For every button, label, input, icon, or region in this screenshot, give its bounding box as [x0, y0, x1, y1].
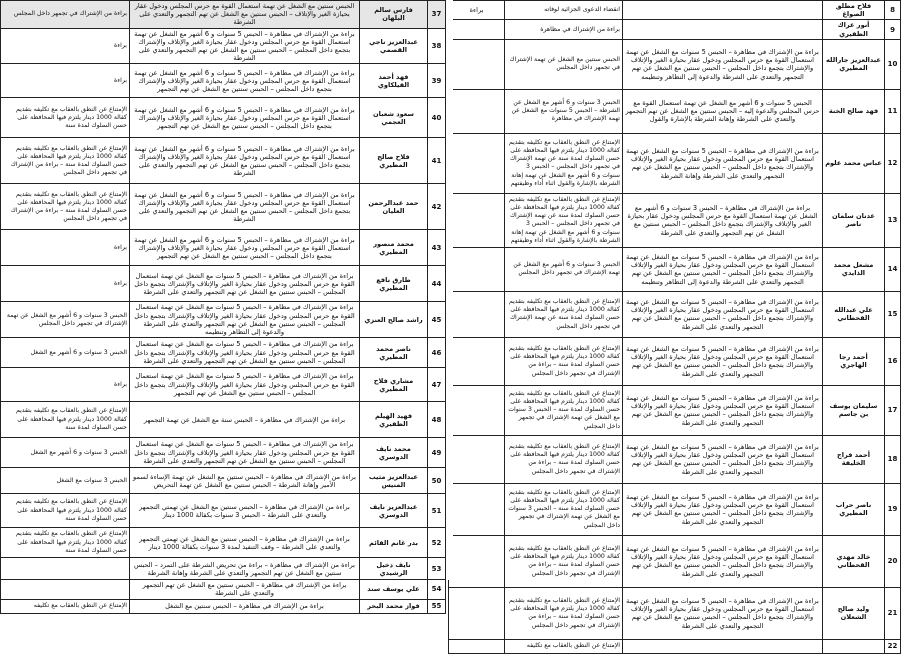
appeal-verdict: [1, 580, 130, 599]
defendant-name: أحمد فراج الخليفة: [823, 435, 885, 483]
first-verdict: براءة من الإشتراك في مظاهرة – الحبس 5 سنوات مع الشغل عن تهمة استعمال القوة مع حرس المجلس ودخول عقار بحيازة الغير والإتلاف والإشتراك بتجمع داخل المجلس – الحبس سنتين مع الشغل عن تهم التجمهر والتعدي على الشرطة وإهانة الشرطة: [623, 133, 823, 193]
defendant-name: ناصر محمد المطيري: [360, 338, 428, 368]
defendant-name: فهيد الهيلم الظفيري: [360, 402, 428, 438]
table-row: [1, 64, 446, 98]
appeal-verdict: الإمتناع عن النطق بالعقاب مع تكليفه بتقديم كفالة 1000 دينار يلتزم فيها المحافظة على حسن السلوك لمدة سنة – براءة من الإشتراك في تجمهر داخل المجلس: [505, 337, 623, 385]
table-row: [1, 266, 446, 302]
row-number: 42: [428, 184, 446, 230]
defendant-name: علي يوسف سند: [360, 580, 428, 599]
first-verdict: براءة من الإشتراك في مظاهرة – الحبس 5 سنوات مع الشغل عن تهمة استعمال القوة مع حرس المجلس ودخول عقار بحيازة الغير والإتلاف والإشتراك بتجمع داخل المجلس – الحبس سنتين مع الشغل عن تهم التجمهر والتعدي على الشرطة: [623, 587, 823, 639]
table-row: [449, 20, 901, 39]
final-verdict: [449, 483, 505, 535]
table-row: [449, 535, 901, 587]
table-row: [449, 247, 901, 291]
appeal-verdict: براءة من الإشتراك في تجمهر داخل المجلس: [1, 1, 130, 29]
table-row: [449, 133, 901, 193]
defendant-name: عبدالعزيز مثيب المنيس: [360, 468, 428, 494]
row-number: 52: [428, 528, 446, 558]
final-verdict: [449, 133, 505, 193]
final-verdict: [449, 587, 505, 639]
first-verdict: براءة من الإشتراك في مظاهرة – الحبس سنتين مع الشغل عن تهم التجمهر والتعدي على الشرطة: [130, 580, 360, 599]
first-verdict: براءة من الإشتراك في مظاهرة – الحبس 5 سنوات و 6 أشهر مع الشغل عن تهمة استعمال القوة مع حرس المجلس ودخول عقار بحيازة الغير والإتلاف والإشتراك بتجمع داخل المجلس – الحبس سنتين مع الشغل عن تهم التجمهر: [130, 64, 360, 98]
first-verdict: براءة من الإشتراك في مظاهرة – الحبس 5 سنوات مع الشغل عن تهمة استعمال القوة مع حرس المجلس ودخول عقار بحيازة الغير والإتلاف والإشتراك بتجمع داخل المجلس – الحبس سنتين مع الشغل عن تهم التجمهر والتعدي على الشرطة: [623, 291, 823, 337]
row-number: 43: [428, 230, 446, 266]
row-number: 11: [885, 89, 901, 133]
appeal-verdict: الإمتناع عن النطق بالعقاب مع تكليفه بتقديم كفالة 1000 دينار يلتزم فيها المحافظة على حسن السلوك لمدة سنة: [1, 98, 130, 138]
appeal-verdict: الإمتناع عن النطق بالعقاب مع تكليفه بتقديم كفالة 1000 دينار يلتزم فيها المحافظة على حسن السلوك لمدة سنة عن تهمة الإشتراك في تجمهر داخل المجلس – الحبس 3 سنوات و 6 أشهر مع الشغل عن تهمة إهانة الشرطة بالإشارة والقول اثناء أداء وظيفتهم: [505, 133, 623, 193]
left-table-panel: [1, 0, 446, 611]
defendant-name: علي عبدالله القحطاني: [823, 291, 885, 337]
row-number: 16: [885, 337, 901, 385]
row-number: 40: [428, 98, 446, 138]
first-verdict: براءة من الإشتراك في مظاهرة – الحبس 5 سنوات مع الشغل عن تهمة استعمال القوة مع حرس المجلس ودخول عقار بحيازة الغير والإتلاف والإشتراك بتجمع داخل المجلس – الحبس سنتين مع الشغل عن تهم التجمهر والتعدي على الشرطة: [623, 385, 823, 435]
appeal-verdict: براءة: [1, 28, 130, 64]
table-row: [1, 368, 446, 402]
first-verdict: براءة من الإشتراك في مظاهرة – الحبس 5 سنوات مع الشغل عن تهمة استعمال القوة مع حرس المجلس ودخول عقار بحيازة الغير والإتلاف والإشتراك بتجمع داخل المجلس – الحبس سنتين مع الشغل عن تهم التجمهر والتعدي على الشرطة والدعوة إلى التظاهر وتنظيمه: [623, 39, 823, 89]
defendant-name: محمد نايف الدوسري: [360, 438, 428, 468]
table-row: [1, 230, 446, 266]
table-row: [449, 639, 901, 653]
table-row: [449, 39, 901, 89]
final-verdict: [449, 291, 505, 337]
row-number: 48: [428, 402, 446, 438]
table-row: [1, 338, 446, 368]
first-verdict: براءة من الإشتراك في مظاهرة – الحبس 5 سنوات مع الشغل عن تهمة استعمال القوة مع حرس المجلس ودخول عقار بحيازة الغير والإتلاف والإشتراك بتجمع داخل المجلس – الحبس سنتين مع الشغل عن تهم التجمهر والتعدي على الشرطة والدعوة إلى التظاهر وتنظيمه: [623, 247, 823, 291]
appeal-verdict: الإمتناع عن النطق بالعقاب مع تكليفه بتقديم كفالة 1000 دينار يلتزم فيها المحافظة على حسن السلوك لمدة سنة – الحبس 3 سنوات مع الشغل عن تهمة الإشتراك في تجمهر داخل المجلس: [505, 483, 623, 535]
appeal-verdict: الحبس سنتين مع الشغل عن تهمة الإشتراك في تجمهر داخل المجلس: [505, 39, 623, 89]
appeal-verdict: الإمتناع عن النطق بالعقاب مع تكليفه بتقديم كفالة 1000 دينار يلتزم فيها المحافظة على حسن السلوك لمدة سنة: [1, 402, 130, 438]
appeal-verdict: الإمتناع عن النطق بالعقاب مع تكليفه بتقديم كفالة 1000 دينار يلتزم فيها المحافظة على حسن السلوك لمدة سنة – براءة من الإشتراك في تجمهر داخل المجلس: [1, 138, 130, 184]
first-verdict: براءة من الإشتراك في مظاهرة – الحبس 5 سنوات مع الشغل عن تهمة استعمال القوة مع حرس المجلس ودخول عقار بحيازة الغير والإتلاف والإشتراك بتجمع داخل المجلس – الحبس سنتين مع الشغل عن تهم التجمهر والتعدي على الشرطة: [130, 266, 360, 302]
table-row: [1, 438, 446, 468]
table-row: [1, 138, 446, 184]
table-row: [449, 435, 901, 483]
appeal-verdict: الإمتناع عن النطق بالعقاب مع تكليفه: [505, 639, 623, 653]
row-number: 54: [428, 580, 446, 599]
row-number: 15: [885, 291, 901, 337]
table-row: [1, 580, 446, 599]
first-verdict: براءة من الإشتراك في مظاهرة – الحبس 5 سنوات و 6 أشهر مع الشغل عن تهمة استعمال القوة مع حرس المجلس ودخول عقار بحيازة الغير والإتلاف والإشتراك بتجمع داخل المجلس – الحبس سنتين مع الشغل عن تهم التجمهر: [130, 230, 360, 266]
table-row: [1, 1, 446, 29]
defendant-name: عباس محمد علوم: [823, 133, 885, 193]
appeal-verdict: الحبس 3 سنوات و 6 أشهر مع الشغل عن تهمة الإشتراك في تجمهر داخل المجلس: [505, 247, 623, 291]
appeal-verdict: الحبس 3 سنوات و 6 أشهر مع الشغل عن تهمة الإشتراك في تجمهر داخل المجلس: [1, 302, 130, 338]
defendant-name: عبدالعزيز نايف الدوسري: [360, 494, 428, 528]
row-number: 20: [885, 535, 901, 587]
final-verdict: براءة: [449, 1, 505, 20]
row-number: 22: [885, 639, 901, 653]
table-row: [1, 599, 446, 613]
final-verdict: [449, 39, 505, 89]
row-number: 21: [885, 587, 901, 639]
right-verdicts-table: [448, 0, 901, 654]
row-number: 46: [428, 338, 446, 368]
final-verdict: [449, 89, 505, 133]
defendant-name: أحمد رجا الهاجري: [823, 337, 885, 385]
final-verdict: [449, 535, 505, 587]
first-verdict: براءة من الإشتراك في مظاهرة – الحبس 5 سنوات و 6 أشهر مع الشغل عن تهمة استعمال القوة مع حرس المجلس ودخول عقار بحيازة الغير والإتلاف والإشتراك بتجمع داخل المجلس – الحبس سنتين مع الشغل عن تهم التجمهر: [130, 98, 360, 138]
first-verdict: [623, 1, 823, 20]
row-number: 39: [428, 64, 446, 98]
table-row: [1, 468, 446, 494]
defendant-name: سعود شعبان العجمي: [360, 98, 428, 138]
final-verdict: [449, 247, 505, 291]
first-verdict: براءة من الإشتراك في مظاهرة – الحبس 5 سنوات مع الشغل عن تهمة استعمال القوة مع حرس المجلس ودخول عقار بحيازة الغير والإتلاف والإشتراك بتجمع داخل المجلس – الحبس سنتين مع الشغل عن تهم التجمهر والتعدي على الشرطة: [623, 483, 823, 535]
row-number: 18: [885, 435, 901, 483]
first-verdict: براءة من الإشتراك في مظاهرة – الحبس 5 سنوات مع الشغل عن تهمة استعمال القوة مع حرس المجلس ودخول عقار بحيازة الغير والإتلاف والإشتراك بتجمع داخل المجلس – الحبس سنتين مع الشغل عن تهم التجمهر والتعدي على الشرطة والدعوة إلى التظاهر وتنظيمه: [130, 302, 360, 338]
table-row: [449, 193, 901, 247]
appeal-verdict: الحبس 3 سنوات و 6 أشهر مع الشغل: [1, 338, 130, 368]
table-row: [449, 1, 901, 20]
table-row: [1, 28, 446, 64]
appeal-verdict: الإمتناع عن النطق بالعقاب مع تكليفه بتقديم كفالة 1000 دينار يلتزم فيها المحافظة على حسن السلوك لمدة سنة – براءة من الإشتراك في تجمهر داخل المجلس: [505, 587, 623, 639]
first-verdict: الحبس سنتين مع الشغل عن تهمة استعمال القوة مع حرس المجلس ودخول عقار بحيازة الغير والإتلاف – الحبس سنتين مع الشغل عن تهم التجمهر والتعدي على الشرطة: [130, 1, 360, 29]
defendant-name: عدنان سلمان ناصر: [823, 193, 885, 247]
right-table-panel: [449, 0, 901, 651]
defendant-name: فواز محمد البحر: [360, 599, 428, 613]
first-verdict: براءة من الإشتراك في مظاهرة – الحبس 5 سنوات مع الشغل عن تهمة استعمال القوة مع حرس المجلس ودخول عقار بحيازة الغير والإتلاف والإشتراك بتجمع داخل المجلس – الحبس سنتين مع الشغل عن تهم التجمهر والتعدي على الشرطة: [130, 338, 360, 368]
appeal-verdict: الإمتناع عن النطق بالعقاب مع تكليفه: [1, 599, 130, 613]
row-number: 51: [428, 494, 446, 528]
row-number: 8: [885, 1, 901, 20]
appeal-verdict: الإمتناع عن النطق بالعقاب مع تكليفه بتقديم كفالة 1000 دينار يلتزم فيها المحافظة على حسن السلوك لمدة سنة: [1, 528, 130, 558]
table-row: [1, 302, 446, 338]
first-verdict: [623, 639, 823, 653]
appeal-verdict: الإمتناع عن النطق بالعقاب مع تكليفه بتقديم كفالة 1000 دينار يلتزم فيها المحافظة على حسن السلوك لمدة سنة عن تهمة الإشتراك في تجمهر داخل المجلس – الحبس 3 سنوات و 6 أشهر مع الشغل عن تهمة إهانة الشرطة بالإشارة والقول اثناء أداء وظيفتهم: [505, 193, 623, 247]
first-verdict: براءة من الإشتراك في مظاهرة – الحبس سنتين مع الشغل عن تهمة الإساءة لسمو الأمير وإهانة الشرطة – الحبس سنتين مع الشغل عن تهمة التحريض: [130, 468, 360, 494]
row-number: 14: [885, 247, 901, 291]
defendant-name: حمد عبدالرحمن العليان: [360, 184, 428, 230]
appeal-verdict: الحبس 3 سنوات و 6 أشهر مع الشغل عن الشرطة – الحبس 5 سنوات مع الشغل عن تهمة الإشتراك في مظاهرة: [505, 89, 623, 133]
appeal-verdict: الإمتناع عن النطق بالعقاب مع تكليفه بتقديم كفالة 1000 دينار يلتزم فيها المحافظة على حسن السلوك لمدة سنة: [1, 494, 130, 528]
final-verdict: [449, 20, 505, 39]
first-verdict: براءة من الإشتراك في مظاهرة – الحبس سنتين مع الشغل عن تهمتي التجمهر والتعدي على الشرطة – وقف التنفيذ لمدة 3 سنوات بكفالة 1000 دينار: [130, 528, 360, 558]
appeal-verdict: الإمتناع عن النطق بالعقاب مع تكليفه بتقديم كفالة 1000 دينار يلتزم فيها المحافظة على حسن السلوك لمدة سنة – براءة من الإشتراك في تجمهر داخل المجلس: [505, 535, 623, 587]
defendant-name: عبدالعزيز جارالله المطيري: [823, 39, 885, 89]
table-row: [1, 402, 446, 438]
row-number: 12: [885, 133, 901, 193]
defendant-name: فلاح صالح المطيري: [360, 138, 428, 184]
row-number: 37: [428, 1, 446, 29]
defendant-name: فلاح مطلق الصواغ: [823, 1, 885, 20]
appeal-verdict: الإمتناع عن النطق بالعقاب مع تكليفه بتقديم كفالة 1000 دينار يلتزم فيها المحافظة على حسن السلوك لمدة سنة – براءة من الإشتراك في تجمهر داخل المجلس: [1, 184, 130, 230]
defendant-name: محمد منصور المطيري: [360, 230, 428, 266]
first-verdict: براءة من الإشتراك في مظاهرة – الحبس 5 سنوات و 6 أشهر مع الشغل عن تهمة استعمال القوة مع حرس المجلس ودخول عقار بحيازة الغير والإتلاف والإشتراك بتجمع داخل المجلس – الحبس سنتين مع الشغل عن تهم التجمهر والتعدي على الشرطة: [130, 184, 360, 230]
first-verdict: براءة من الإشتراك في مظاهرة – الحبس 5 سنوات و 6 أشهر مع الشغل عن تهمة استعمال القوة مع حرس المجلس ودخول عقار بحيازة الغير والإتلاف والإشتراك بتجمع داخل المجلس – الحبس سنتين مع الشغل عن تهم التجمهر والتعدي على الشرطة: [130, 28, 360, 64]
row-number: 44: [428, 266, 446, 302]
defendant-name: أنور عراك الظفيري: [823, 20, 885, 39]
first-verdict: براءة من الإشتراك في مظاهرة – الحبس سنتين مع الشغل عن تهمتي التجمهر والتعدي على الشرطة – الحبس 3 سنوات بكفالة 1000 دينار: [130, 494, 360, 528]
first-verdict: براءة من الإشتراك في مظاهرة – الحبس 5 سنوات مع الشغل عن تهمة استعمال القوة مع حرس المجلس ودخول عقار بحيازة الغير والإتلاف والإشتراك بتجمع داخل المجلس – الحبس سنتين مع الشغل عن تهم التجمهر والتعدي على الشرطة: [623, 435, 823, 483]
defendant-name: طارق نافع المطيري: [360, 266, 428, 302]
row-number: 38: [428, 28, 446, 64]
first-verdict: براءة من الإشتراك في مظاهرة – براءة من تحريض الشرطة على التمرد – الحبس سنتين مع الشغل عن تهم التجمهر والتعدي على الشرطة وإهانة الشرطة: [130, 558, 360, 580]
appeal-verdict: [1, 558, 130, 580]
row-number: 41: [428, 138, 446, 184]
table-row: [1, 558, 446, 580]
table-row: [449, 291, 901, 337]
appeal-verdict: الإمتناع عن النطق بالعقاب مع تكليفه بتقديم كفالة 1000 دينار يلتزم فيها المحافظة على حسن السلوك لمدة سنة عن تهمة الإشتراك في تجمهر داخل المجلس: [505, 291, 623, 337]
table-row: [1, 494, 446, 528]
appeal-verdict: الحبس 3 سنوات مع الشغل: [1, 468, 130, 494]
first-verdict: براءة من الإشتراك في مظاهرة – الحبس 5 سنوات مع الشغل عن تهمة استعمال القوة مع حرس المجلس ودخول عقار بحيازة الغير والإتلاف والإشتراك بتجمع داخل المجلس – الحبس سنتين مع الشغل عن تهم التجمهر والتعدي على الشرطة: [130, 438, 360, 468]
row-number: 10: [885, 39, 901, 89]
defendant-name: فارس سالم البلهان: [360, 1, 428, 29]
final-verdict: [449, 385, 505, 435]
first-verdict: براءة من الإشتراك في مظاهرة – الحبس 5 سنوات و 6 أشهر مع الشغل عن تهمة استعمال القوة مع حرس المجلس ودخول عقار بحيازة الغير والإتلاف والإشتراك بتجمع داخل المجلس – الحبس سنتين مع الشغل عن تهم التجمهر والتعدي على الشرطة: [130, 138, 360, 184]
defendant-name: وليد صالح الشعلان: [823, 587, 885, 639]
first-verdict: براءة من الإشتراك في مظاهرة – الحبس سنة مع الشغل عن تهمة التجمهر: [130, 402, 360, 438]
appeal-verdict: الحبس 3 سنوات و 6 أشهر مع الشغل: [1, 438, 130, 468]
first-verdict: براءة من الإشتراك في مظاهرة – الحبس 5 سنوات مع الشغل عن تهمة استعمال القوة مع حرس المجلس ودخول عقار بحيازة الغير والإتلاف والإشتراك بتجمع داخل المجلس – الحبس سنتين مع الشغل عن تهم التجمهر: [130, 368, 360, 402]
appeal-verdict: براءة: [1, 266, 130, 302]
final-verdict: [449, 639, 505, 653]
first-verdict: الحبس 5 سنوات و 6 أشهر مع الشغل عن تهمة استعمال القوة مع حرس المجلس والدعوة إليه – الحبس سنتين مع الشغل عن تهم التجمهر والتعدي على الشرطة وإهانة الشرطة بالإشارة والقول: [623, 89, 823, 133]
table-row: [1, 184, 446, 230]
row-number: 19: [885, 483, 901, 535]
defendant-name: فهد صالح الخنة: [823, 89, 885, 133]
row-number: 17: [885, 385, 901, 435]
defendant-name: نايف دخيل الرشيدي: [360, 558, 428, 580]
appeal-verdict: براءة: [1, 64, 130, 98]
final-verdict: [449, 193, 505, 247]
column-gap: [446, 0, 453, 580]
first-verdict: [623, 20, 823, 39]
table-row: [449, 89, 901, 133]
appeal-verdict: براءة من الإشتراك في مظاهرة: [505, 20, 623, 39]
appeal-verdict: انقضاء الدعوى الجزائية لوفاته: [505, 1, 623, 20]
table-row: [449, 385, 901, 435]
defendant-name: بدر غانم القائم: [360, 528, 428, 558]
table-row: [449, 483, 901, 535]
row-number: 50: [428, 468, 446, 494]
defendant-name: فهد أحمد الفيلكاوي: [360, 64, 428, 98]
final-verdict: [449, 435, 505, 483]
row-number: 47: [428, 368, 446, 402]
first-verdict: براءة من الإشتراك في مظاهرة – الحبس 5 سنوات مع الشغل عن تهمة استعمال القوة مع حرس المجلس ودخول عقار بحيازة الغير والإتلاف والإشتراك بتجمع داخل المجلس – الحبس سنتين مع الشغل عن تهم التجمهر والتعدي على الشرطة: [623, 535, 823, 587]
defendant-name: راشد صالح العنزي: [360, 302, 428, 338]
first-verdict: براءة من الإشتراك في مظاهرة – الحبس سنتين مع الشغل: [130, 599, 360, 613]
table-row: [449, 337, 901, 385]
row-number: 45: [428, 302, 446, 338]
final-verdict: [449, 337, 505, 385]
row-number: 49: [428, 438, 446, 468]
defendant-name: سليمان يوسف بن جاسم: [823, 385, 885, 435]
left-verdicts-table: [0, 0, 446, 614]
table-row: [449, 587, 901, 639]
appeal-verdict: الإمتناع عن النطق بالعقاب مع تكليفه بتقديم كفالة 1000 دينار يلتزم فيها المحافظة على حسن السلوك لمدة سنة – براءة من الإشتراك في تجمهر داخل المجلس: [505, 435, 623, 483]
appeal-verdict: براءة: [1, 230, 130, 266]
first-verdict: براءة من الإشتراك في مظاهرة – الحبس 5 سنوات مع الشغل عن تهمة استعمال القوة مع حرس المجلس ودخول عقار بحيازة الغير والإتلاف والإشتراك بتجمع داخل المجلس – الحبس سنتين مع الشغل عن تهم التجمهر والتعدي على الشرطة: [623, 337, 823, 385]
defendant-name: خالد مهدي القحطاني: [823, 535, 885, 587]
table-row: [1, 98, 446, 138]
row-number: 53: [428, 558, 446, 580]
appeal-verdict: براءة: [1, 368, 130, 402]
defendant-name: مشاري فلاح المطيري: [360, 368, 428, 402]
defendant-name: [823, 639, 885, 653]
row-number: 13: [885, 193, 901, 247]
table-row: [1, 528, 446, 558]
appeal-verdict: الإمتناع عن النطق بالعقاب مع تكليفه بتقديم كفالة 1000 دينار يلتزم فيها المحافظة على حسن السلوك لمدة سنة – الحبس 3 سنوات مع الشغل عن تهمة الإشتراك في تجمهر داخل المجلس: [505, 385, 623, 435]
defendant-name: عبدالعزيز ناجي القصمي: [360, 28, 428, 64]
row-number: 9: [885, 20, 901, 39]
defendant-name: ناصر حراب المطيري: [823, 483, 885, 535]
defendant-name: مشعل محمد الذايدي: [823, 247, 885, 291]
row-number: 55: [428, 599, 446, 613]
first-verdict: براءة من الإشتراك في مظاهرة – الحبس 3 سنوات و 6 أشهر مع الشغل عن تهمة استعمال القوة مع حرس المجلس ودخول عقار بحيازة الغير والإتلاف والإشتراك بتجمع داخل المجلس – الحبس سنتين مع الشغل عن تهم التجمهر والتعدي على الشرطة: [623, 193, 823, 247]
